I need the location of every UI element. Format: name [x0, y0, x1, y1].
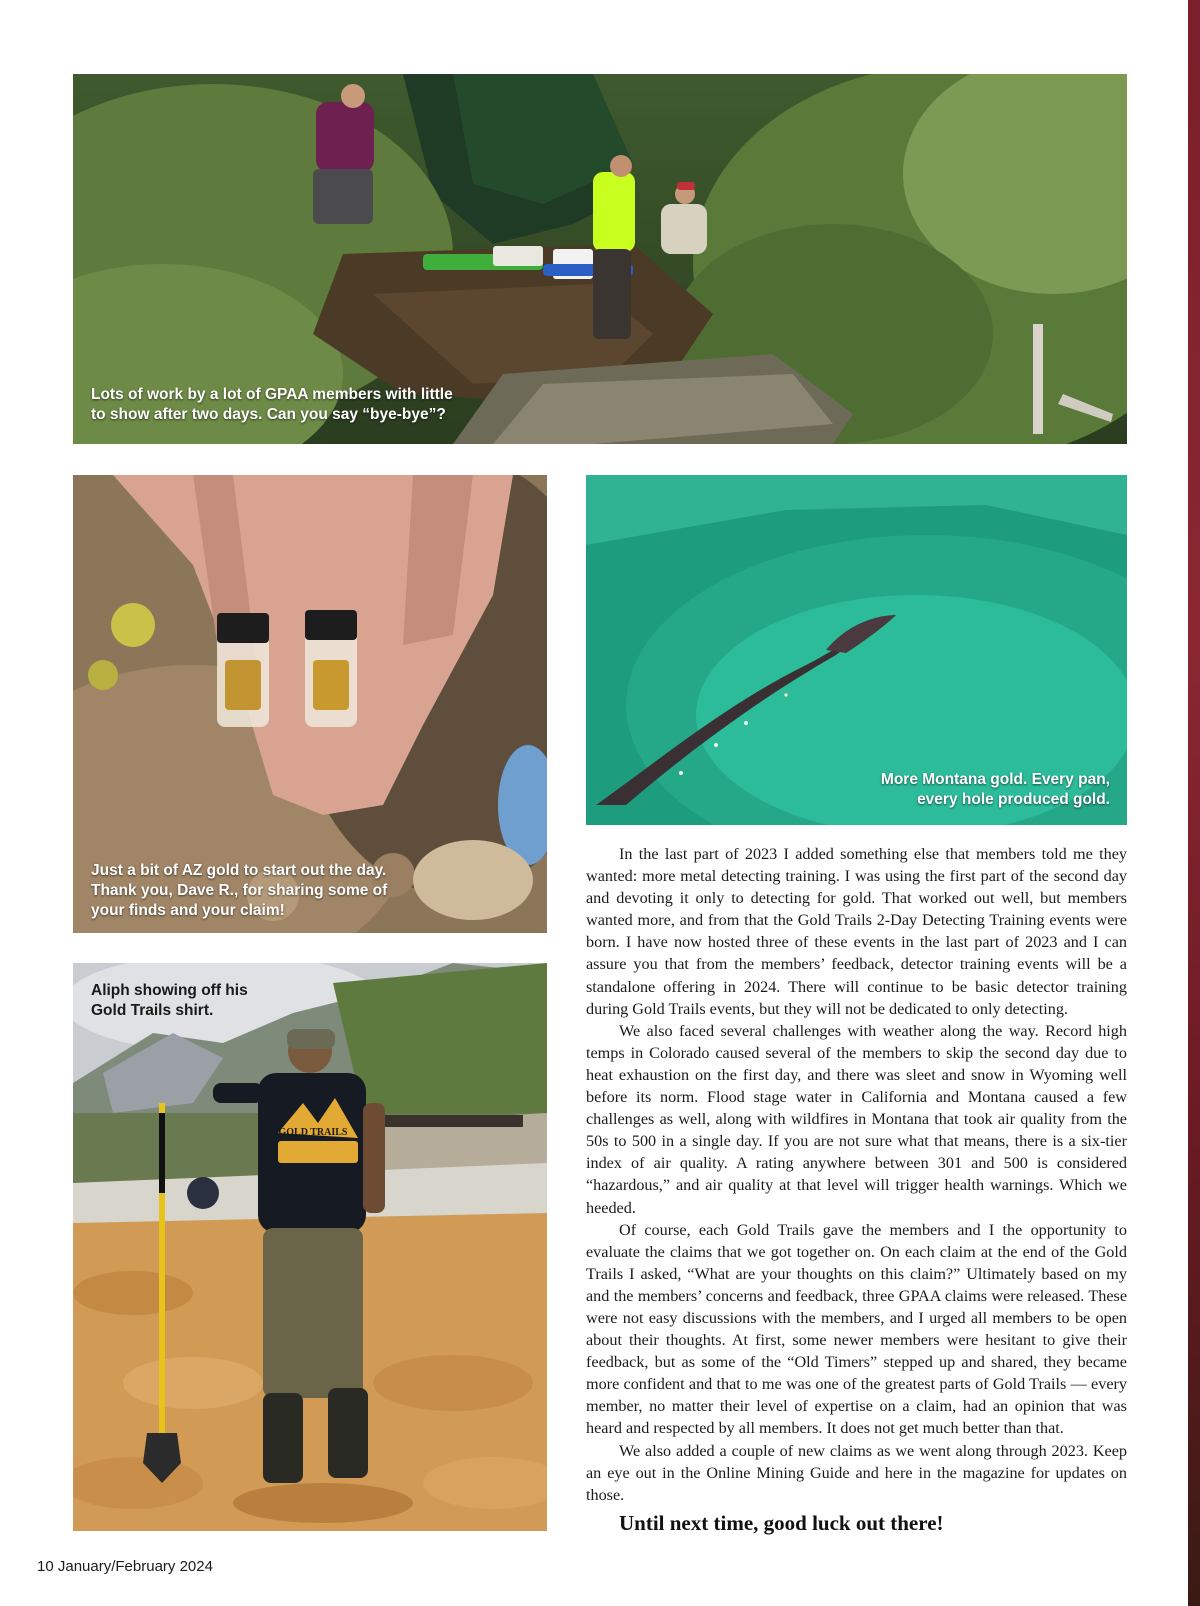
- creek-photo-caption: Lots of work by a lot of GPAA members with little to show after two days. Can you say “bye-bye”?: [91, 386, 453, 423]
- aliph-river-illustration: [73, 963, 547, 1531]
- page-folio: 10 January/February 2024: [37, 1558, 213, 1575]
- gold-trails-shirt-logo: GOLD TRAILS: [278, 1127, 348, 1138]
- article-paragraph: In the last part of 2023 I added something else that members told me they wanted: more metal detecting training. I was using the first part of the second day and devoting it only to detecting for gold. That worked out well, but members wanted more, and from that the Gold Trails 2-Day Detecting Training events were born. I have now hosted three of these events in the last part of 2023 and I can assure you that from the members’ feedback, detector training events will be a standalone offering in 2024. There will continue to be basic detector training during Gold Trails events, but they will not be dedicated to only detecting.: [586, 845, 1127, 1018]
- gold-pan-photo-caption: More Montana gold. Every pan, every hole produced gold.: [880, 771, 1110, 808]
- article-closing-line: Until next time, good luck out there!: [619, 1510, 944, 1535]
- aliph-photo: [73, 963, 547, 1531]
- gold-vials-photo: [73, 475, 547, 933]
- article-paragraph: We also added a couple of new claims as we went along through 2023. Keep an eye out in the Online Mining Guide and here in the magazine for updates on those.: [586, 1441, 1127, 1504]
- article-body: [586, 843, 1127, 1538]
- page-edge-strip: [1188, 0, 1200, 1606]
- gold-vials-photo-caption: Just a bit of AZ gold to start out the day. Thank you, Dave R., for sharing some of your finds and your claim!: [91, 862, 388, 919]
- creek-photo: [73, 74, 1127, 444]
- article-paragraph: Of course, each Gold Trails gave the members and I the opportunity to evaluate the claims that we got together on. On each claim at the end of the Gold Trails I asked, “What are your thoughts on this claim?” Ultimately based on my and the members’ concerns and feedback, three GPAA claims were released. These were not easy discussions with the members, and I urged all members to be open about their thoughts. At first, some newer members were hesitant to give their feedback, but as some of the “Old Timers” stepped up and shared, they became more confident and that to me was one of the greatest parts of Gold Trails — every member, no matter their level of expertise on a claim, had an opinion that was heard and respected by all members. It does not get much better than that.: [586, 1220, 1127, 1438]
- article-paragraph: We also faced several challenges with weather along the way. Record high temps in Colorado caused several of the members to skip the second day due to heat exhaustion on the first day, and there was sleet and snow in Wyoming well before its norm. Flood stage water in California and Montana caused a few challenges as well, along with wildfires in Montana that took air quality from the 50s to 500 in a single day. If you are not sure what that means, there is a six-tier index of air quality. A rating anywhere between 301 and 500 is considered “hazardous,” and air quality at that level will trigger health warnings. Which we heeded.: [586, 1021, 1127, 1217]
- gold-pan-photo: [586, 475, 1127, 825]
- aliph-photo-caption: Aliph showing off his Gold Trails shirt.: [91, 982, 248, 1019]
